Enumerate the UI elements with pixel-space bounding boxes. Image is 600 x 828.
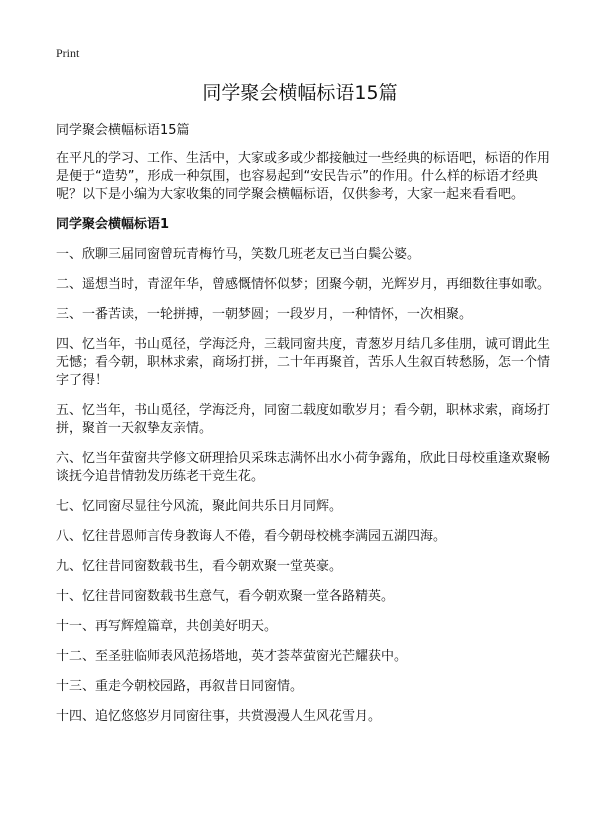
slogan-item-10: 十、忆往昔同窗数载书生意气，看今朝欢聚一堂各路精英。 [56, 589, 395, 604]
slogan-item-3: 三、一番苦读，一轮拼搏，一朝梦圆；一段岁月，一种情怀，一次相聚。 [56, 307, 473, 322]
slogan-item-8: 八、忆往昔恩师言传身教诲人不倦，看今朝母校桃李满园五湖四海。 [56, 529, 447, 544]
slogan-item-14: 十四、追忆悠悠岁月同窗往事，共赏漫漫人生风花雪月。 [56, 709, 382, 724]
slogan-item-12: 十二、至圣驻临师表风范扬塔地，英才荟萃萤窗光芒耀获中。 [56, 649, 408, 664]
slogan-item-5: 五、忆当年，书山觅径，学海泛舟，同窗二载度如歌岁月；看今朝，职林求索，商场打拼，聚首一天叙挚友亲情。 [56, 403, 551, 436]
slogan-item-11: 十一、再写辉煌篇章，共创美好明天。 [56, 619, 278, 634]
print-label: Print [56, 46, 80, 60]
slogan-item-9: 九、忆往昔同窗数载书生，看今朝欢聚一堂英豪。 [56, 559, 343, 574]
document-body [56, 122, 550, 738]
page-title: 同学聚会横幅标语15篇 [202, 82, 398, 104]
slogan-item-1: 一、欣聊三届同窗曾玩青梅竹马，笑数几班老友已当白鬓公婆。 [56, 247, 421, 262]
intro-paragraph: 在平凡的学习、工作、生活中，大家或多或少都接触过一些经典的标语吧，标语的作用是便于“造势”，形成一种氛围，也容易起到“安民告示”的作用。什么样的标语才经典呢？以下是小编为大家收集的同学聚会横幅标语，仅供参考，大家一起来看看吧。 [56, 151, 551, 202]
slogan-item-4: 四、忆当年，书山觅径，学海泛舟，三载同窗共度，青葱岁月结几多佳朋，诚可谓此生无憾；看今朝，职林求索，商场打拼，二十年再聚首，苦乐人生叙百转愁肠，怎一个情字了得！ [56, 337, 551, 388]
slogan-item-7: 七、忆同窗尽显往兮风流，聚此间共乐日月同辉。 [56, 499, 343, 514]
section-heading: 同学聚会横幅标语1 [56, 217, 170, 232]
slogan-item-2: 二、遥想当时，青涩年华，曾感慨情怀似梦；团聚今朝，光辉岁月，再细数往事如歌。 [56, 277, 551, 292]
document-subtitle: 同学聚会横幅标语15篇 [56, 123, 190, 138]
slogan-item-6: 六、忆当年萤窗共学修文研理拾贝采珠志满怀出水小荷争露角，欣此日母校重逢欢聚畅谈抚今追昔情勃发历练老干竞生花。 [56, 451, 551, 484]
slogan-item-13: 十三、重走今朝校园路，再叙昔日同窗情。 [56, 679, 304, 694]
